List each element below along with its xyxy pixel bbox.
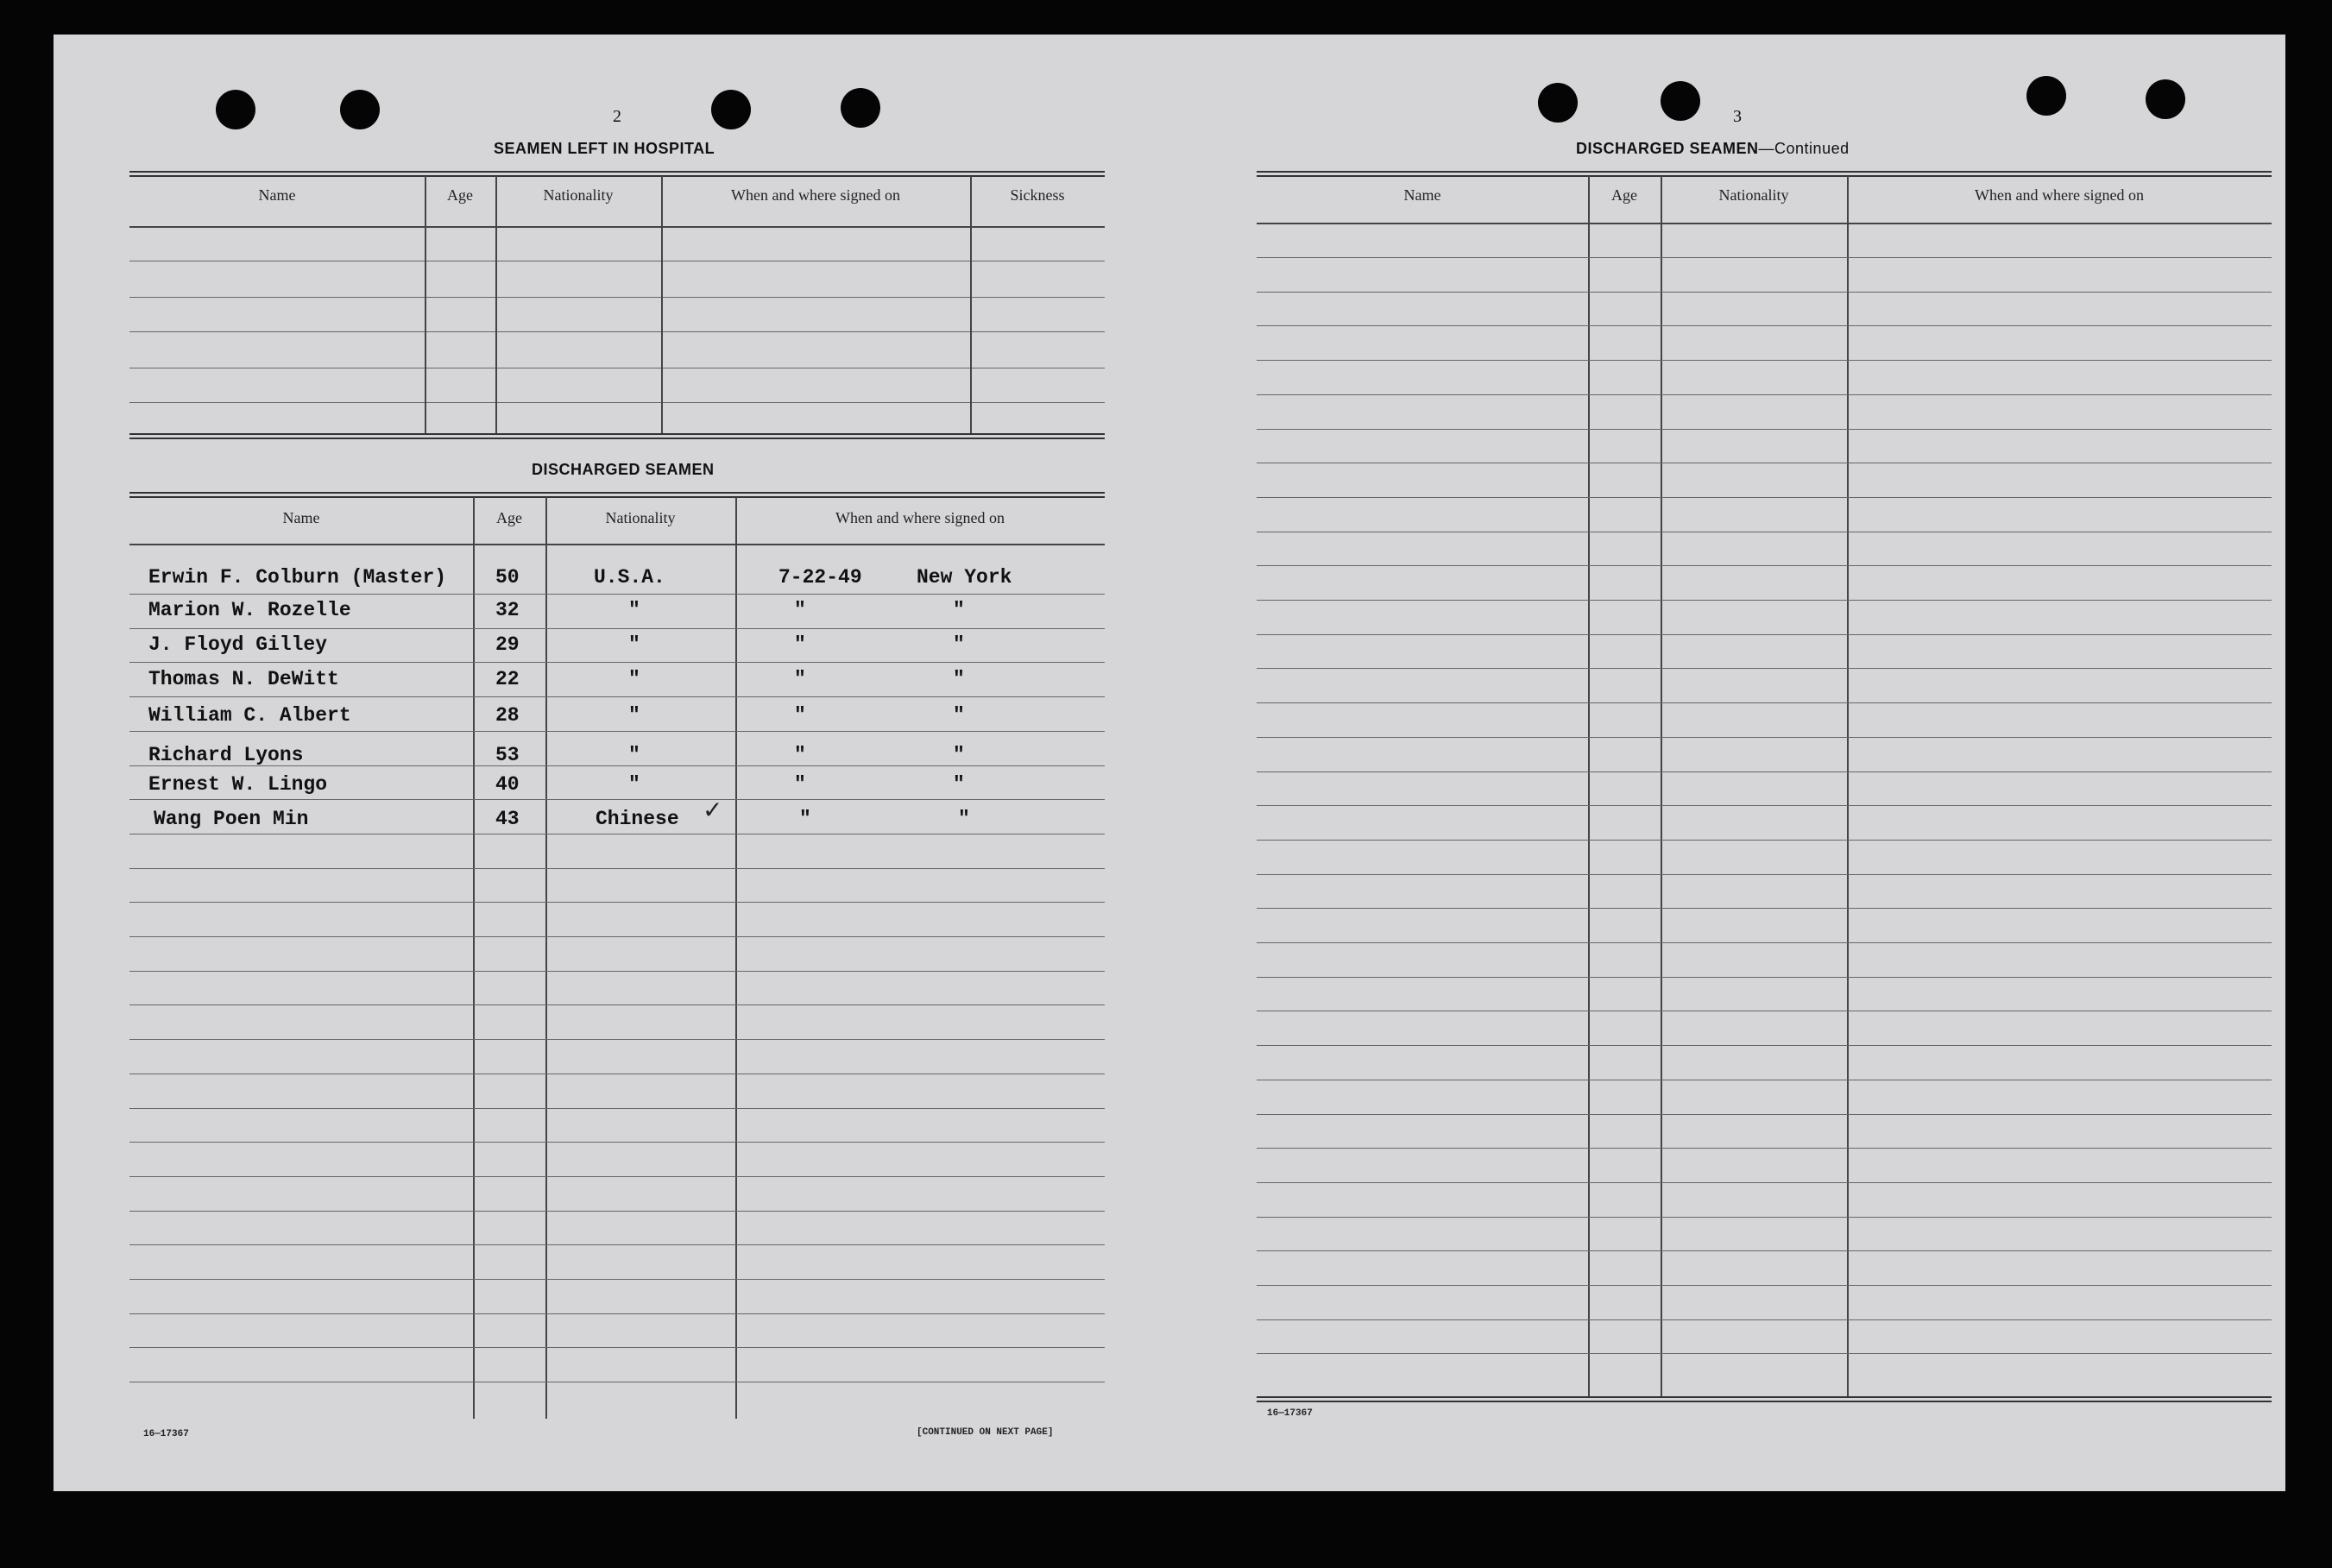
hospital-col-age: Age <box>447 186 473 204</box>
document-sheet <box>54 35 2285 1491</box>
ruled-line <box>129 1039 1105 1040</box>
punch-hole <box>2026 76 2066 116</box>
hospital-col-sickness: Sickness <box>1010 186 1065 204</box>
ruled-line <box>1257 1045 2272 1046</box>
ruled-line <box>129 868 1105 869</box>
discharged-col-name: Name <box>282 509 320 526</box>
ruled-line <box>1257 257 2272 258</box>
ruled-line <box>129 1176 1105 1177</box>
ruled-line <box>129 1279 1105 1280</box>
signed-on-date: " <box>794 704 806 727</box>
form-number-right: 16—17367 <box>1267 1408 1313 1419</box>
ruled-line <box>129 1244 1105 1245</box>
signed-on-date: " <box>794 633 806 656</box>
signed-on-place: " <box>953 668 965 690</box>
hospital-section-title: SEAMEN LEFT IN HOSPITAL <box>494 140 715 157</box>
seaman-nationality: " <box>628 773 640 796</box>
signed-on-date: " <box>794 773 806 796</box>
punch-hole <box>711 90 751 129</box>
seaman-name: Richard Lyons <box>148 744 304 766</box>
seaman-name: Wang Poen Min <box>154 808 309 830</box>
ruled-line <box>1257 1148 2272 1149</box>
continued-col-age: Age <box>1611 186 1637 204</box>
ruled-line <box>1257 292 2272 293</box>
punch-hole <box>2146 79 2185 119</box>
signed-on-place: " <box>953 704 965 727</box>
ruled-line <box>1257 1217 2272 1218</box>
ruled-line <box>1257 634 2272 635</box>
ruled-line <box>129 1313 1105 1314</box>
hospital-col-nationality: Nationality <box>543 186 614 204</box>
seaman-name: Ernest W. Lingo <box>148 773 328 796</box>
signed-on-place: " <box>953 599 965 621</box>
ruled-line <box>1257 394 2272 395</box>
check-mark-icon: ✓ <box>703 796 723 824</box>
ruled-line <box>129 1347 1105 1348</box>
hospital-col-name: Name <box>258 186 296 204</box>
ruled-line <box>129 902 1105 903</box>
ruled-line <box>1257 1182 2272 1183</box>
seaman-nationality: U.S.A. <box>594 566 665 589</box>
ruled-line <box>1257 497 2272 498</box>
signed-on-date: " <box>794 599 806 621</box>
ruled-line <box>1257 840 2272 841</box>
table-row <box>129 765 1105 799</box>
punch-hole <box>1661 81 1700 121</box>
seaman-age: 29 <box>495 633 520 656</box>
ruled-line <box>1257 702 2272 703</box>
ruled-line <box>1257 977 2272 978</box>
ruled-line <box>1257 737 2272 738</box>
table-row <box>129 625 1105 659</box>
seaman-age: 40 <box>495 773 520 796</box>
page-number-right: 3 <box>1733 107 1742 126</box>
ruled-line <box>1257 1353 2272 1354</box>
signed-on-place: " <box>953 773 965 796</box>
signed-on-date: 7-22-49 <box>778 566 862 589</box>
ruled-line <box>1257 360 2272 361</box>
ruled-line <box>1257 942 2272 943</box>
ruled-line <box>1257 325 2272 326</box>
signed-on-date: " <box>794 668 806 690</box>
signed-on-place: " <box>958 808 970 830</box>
punch-hole <box>216 90 255 129</box>
discharged-section-title: DISCHARGED SEAMEN <box>532 461 715 478</box>
discharged-continued-title-suffix: —Continued <box>1758 140 1850 157</box>
ruled-line <box>1257 771 2272 772</box>
seaman-nationality: Chinese <box>596 808 679 830</box>
signed-on-date: " <box>794 744 806 766</box>
table-row <box>129 696 1105 730</box>
seaman-age: 28 <box>495 704 520 727</box>
ruled-line <box>129 936 1105 937</box>
table-row <box>129 796 1105 834</box>
ruled-line <box>129 1108 1105 1109</box>
ruled-line <box>1257 908 2272 909</box>
hospital-col-signed-on: When and where signed on <box>731 186 900 204</box>
seaman-age: 32 <box>495 599 520 621</box>
ruled-line <box>1257 565 2272 566</box>
ruled-line <box>129 1004 1105 1005</box>
ruled-line <box>129 971 1105 972</box>
ruled-line <box>129 1142 1105 1143</box>
ruled-line <box>1257 1319 2272 1320</box>
ruled-line <box>1257 600 2272 601</box>
hospital-table <box>129 171 1105 447</box>
seaman-name: Thomas N. DeWitt <box>148 668 339 690</box>
signed-on-place: New York <box>917 566 1012 589</box>
table-row <box>129 557 1105 592</box>
table-row <box>129 590 1105 625</box>
form-number-left: 16—17367 <box>143 1429 189 1439</box>
page-number-left: 2 <box>613 107 621 126</box>
punch-hole <box>340 90 380 129</box>
ruled-line <box>1257 1285 2272 1286</box>
ruled-line <box>1257 429 2272 430</box>
seaman-name: William C. Albert <box>148 704 351 727</box>
continued-col-name: Name <box>1403 186 1441 204</box>
discharged-table <box>129 492 1105 1429</box>
seaman-nationality: " <box>628 744 640 766</box>
seaman-name: J. Floyd Gilley <box>148 633 328 656</box>
continued-col-nationality: Nationality <box>1718 186 1789 204</box>
ruled-line <box>129 731 1105 732</box>
ruled-line <box>1257 1114 2272 1115</box>
seaman-name: Marion W. Rozelle <box>148 599 351 621</box>
seaman-name: Erwin F. Colburn (Master) <box>148 566 447 589</box>
seaman-age: 22 <box>495 668 520 690</box>
seaman-age: 43 <box>495 808 520 830</box>
ruled-line <box>1257 805 2272 806</box>
seaman-nationality: " <box>628 633 640 656</box>
ruled-line <box>1257 1250 2272 1251</box>
signed-on-date: " <box>799 808 811 830</box>
punch-hole <box>1538 83 1578 123</box>
punch-hole <box>841 88 880 128</box>
continued-note: [CONTINUED ON NEXT PAGE] <box>917 1427 1054 1438</box>
signed-on-place: " <box>953 744 965 766</box>
seaman-age: 53 <box>495 744 520 766</box>
discharged-continued-table <box>1257 171 2272 1433</box>
discharged-col-nationality: Nationality <box>605 509 676 526</box>
continued-col-signed-on: When and where signed on <box>1975 186 2144 204</box>
seaman-nationality: " <box>628 704 640 727</box>
seaman-nationality: " <box>628 599 640 621</box>
discharged-continued-title-main: DISCHARGED SEAMEN <box>1576 140 1759 157</box>
ruled-line <box>1257 874 2272 875</box>
ruled-line <box>129 1211 1105 1212</box>
table-row <box>129 659 1105 694</box>
discharged-col-age: Age <box>496 509 522 526</box>
seaman-age: 50 <box>495 566 520 589</box>
discharged-col-signed-on: When and where signed on <box>835 509 1005 526</box>
ruled-line <box>1257 668 2272 669</box>
discharged-continued-title <box>1576 140 1850 158</box>
signed-on-place: " <box>953 633 965 656</box>
seaman-nationality: " <box>628 668 640 690</box>
